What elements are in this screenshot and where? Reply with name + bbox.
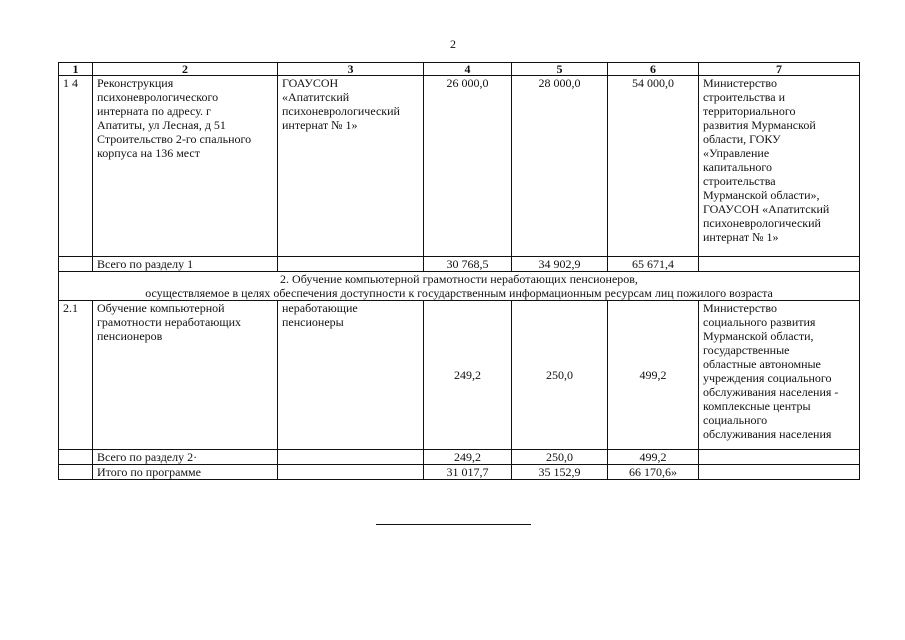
value-col-5: 250,0	[512, 301, 608, 450]
table-row	[59, 76, 860, 257]
total-col-6: 499,2	[608, 450, 699, 465]
measure-name: Реконструкция психоневрологического интерната по адресу. г Апатиты, ул Лесная, д 51 Строительство 2-го спального корпуса на 136 мест	[93, 76, 278, 257]
section-total-row	[59, 450, 860, 465]
recipient: ГОАУСОН «Апатитский психоневрологический интернат № 1»	[278, 76, 424, 257]
total-col-5: 250,0	[512, 450, 608, 465]
col-header-5: 5	[512, 63, 608, 76]
signature-divider-line	[376, 524, 531, 525]
table-row	[59, 301, 860, 450]
row-number: 1 4	[59, 76, 93, 257]
col-header-6: 6	[608, 63, 699, 76]
grand-total-row	[59, 465, 860, 480]
section-title-line-1: 2. Обучение компьютерной грамотности неработающих пенсионеров,	[280, 272, 638, 286]
grand-total-col-6: 66 170,6»	[608, 465, 699, 480]
header-row	[59, 63, 860, 76]
section-title-line-2: осуществляемое в целях обеспечения доступности к государственным информационным ресурсам лиц пожилого возраста	[145, 286, 773, 300]
grand-total-label: Итого по программе	[93, 465, 278, 480]
value-col-5: 28 000,0	[512, 76, 608, 257]
section-total-row	[59, 257, 860, 272]
executor: Министерство социального развития Мурманской области, государственные областные автономные учреждения социального обслуживания населения - комплексные центры социального обслуживания населения	[699, 301, 860, 450]
col-header-3: 3	[278, 63, 424, 76]
total-col-5: 34 902,9	[512, 257, 608, 272]
value-col-4: 249,2	[424, 301, 512, 450]
program-table	[58, 62, 860, 480]
col-header-4: 4	[424, 63, 512, 76]
section-total-label: Всего по разделу 2·	[93, 450, 278, 465]
total-col-4: 30 768,5	[424, 257, 512, 272]
col-header-1: 1	[59, 63, 93, 76]
row-number: 2.1	[59, 301, 93, 450]
grand-total-col-5: 35 152,9	[512, 465, 608, 480]
value-col-4: 26 000,0	[424, 76, 512, 257]
section-total-label: Всего по разделу 1	[93, 257, 278, 272]
executor: Министерство строительства и территориального развития Мурманской области, ГОКУ «Управление капитального строительства Мурманской области», ГОАУСОН «Апатитский психоневрологический интернат № 1»	[699, 76, 860, 257]
recipient: неработающие пенсионеры	[278, 301, 424, 450]
col-header-2: 2	[93, 63, 278, 76]
value-col-6: 54 000,0	[608, 76, 699, 257]
measure-name: Обучение компьютерной грамотности неработающих пенсионеров	[93, 301, 278, 450]
section-heading-row	[59, 272, 860, 301]
value-col-6: 499,2	[608, 301, 699, 450]
total-col-4: 249,2	[424, 450, 512, 465]
total-col-6: 65 671,4	[608, 257, 699, 272]
page-number: 2	[450, 37, 456, 51]
col-header-7: 7	[699, 63, 860, 76]
grand-total-col-4: 31 017,7	[424, 465, 512, 480]
